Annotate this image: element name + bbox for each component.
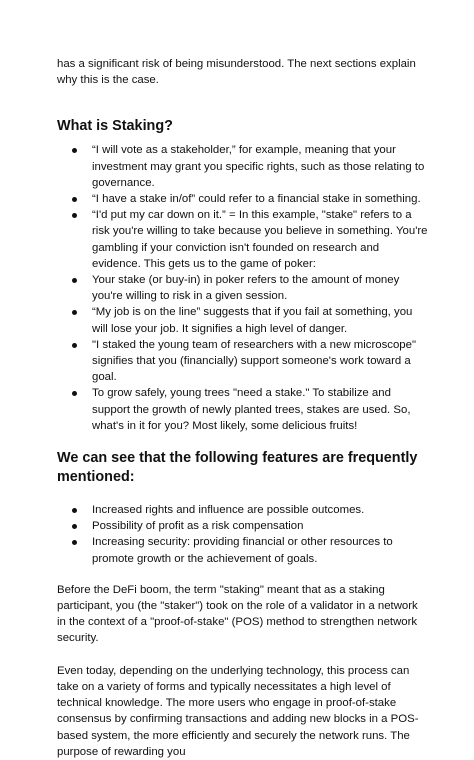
list-item: “I have a stake in/of” could refer to a financial stake in something.: [92, 191, 429, 207]
staking-meanings-list: [57, 142, 429, 434]
list-item: Possibility of profit as a risk compensation: [92, 518, 429, 534]
intro-paragraph: has a significant risk of being misunderstood. The next sections explain why this is the case.: [57, 58, 416, 87]
features-list: [57, 502, 429, 567]
list-item: "I staked the young team of researchers with a new microscope" signifies that you (financially) support someone's work toward a goal.: [92, 337, 429, 386]
paragraph-defi-boom: Before the DeFi boom, the term "staking" meant that as a staking participant, you (the "staker") took on the role of a validator in a network in the context of a "proof-of-stake" (POS) method to strengthen network security.: [57, 583, 418, 645]
document-body: [57, 56, 429, 760]
list-item: “I will vote as a stakeholder,” for example, meaning that your investment may grant you specific rights, such as those relating to governance.: [92, 142, 429, 191]
list-item: Increased rights and influence are possible outcomes.: [92, 502, 429, 518]
list-item: Increasing security: providing financial or other resources to promote growth or the achievement of goals.: [92, 534, 429, 566]
list-item: “I'd put my car down on it.” = In this example, "stake" refers to a risk you're willing to take because you believe in something. You're gambling if your conviction isn't founded on research and evidence. This gets us to the game of poker:: [92, 207, 429, 272]
list-item: Your stake (or buy-in) in poker refers to the amount of money you're willing to risk in a given session.: [92, 272, 429, 304]
list-item: To grow safely, young trees "need a stake." To stabilize and support the growth of newly planted trees, stakes are used. So, what's in it for you? Most likely, some delicious fruits!: [92, 385, 429, 434]
heading-what-is-staking: What is Staking?: [57, 118, 173, 135]
heading-features: We can see that the following features are frequently mentioned:: [57, 450, 418, 486]
list-item: “My job is on the line” suggests that if you fail at something, you will lose your job. It signifies a high level of danger.: [92, 304, 429, 336]
paragraph-even-today: Even today, depending on the underlying technology, this process can take on a variety of forms and typically necessitates a high level of technical knowledge. The more users who engage in proof-of-stake consensus by confirming transactions and adding new blocks in a POS-based system, the more efficiently and securely the network runs. The purpose of rewarding you: [57, 664, 419, 758]
